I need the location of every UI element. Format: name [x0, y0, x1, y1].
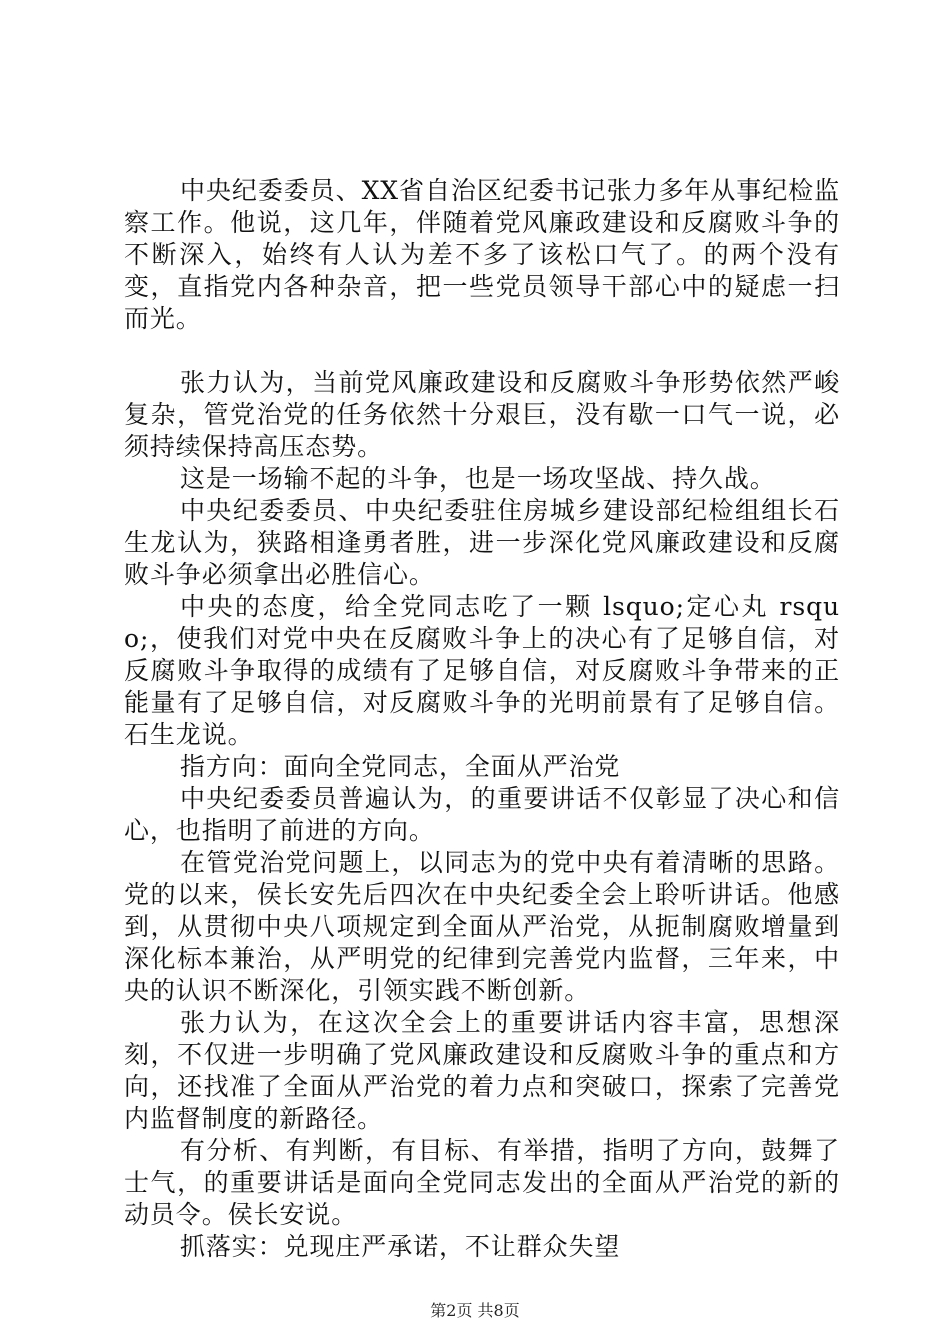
paragraph-6: 中央纪委委员普遍认为，的重要讲话不仅彰显了决心和信心，也指明了前进的方向。	[124, 784, 840, 845]
paragraph-4: 中央纪委委员、中央纪委驻住房城乡建设部纪检组组长石生龙认为，狭路相逢勇者胜，进一步深化党风廉政建设和反腐败斗争必须拿出必胜信心。	[124, 496, 840, 589]
section-heading-direction: 指方向：面向全党同志，全面从严治党	[180, 752, 621, 781]
document-body	[124, 175, 840, 1263]
paragraph-9: 有分析、有判断，有目标、有举措，指明了方向，鼓舞了士气，的重要讲话是面向全党同志发出的全面从严治党的新的动员令。侯长安说。	[124, 1136, 840, 1229]
paragraph-8: 张力认为，在这次全会上的重要讲话内容丰富，思想深刻，不仅进一步明确了党风廉政建设和反腐败斗争的重点和方向，还找准了全面从严治党的着力点和突破口，探索了完善党内监督制度的新路径。	[124, 1008, 840, 1133]
paragraph-7: 在管党治党问题上，以同志为的党中央有着清晰的思路。党的以来，侯长安先后四次在中央纪委全会上聆听讲话。他感到，从贯彻中央八项规定到全面从严治党，从扼制腐败增量到深化标本兼治，从严明党的纪律到完善党内监督，三年来，中央的认识不断深化，引领实践不断创新。	[124, 848, 840, 1005]
section-heading-implementation: 抓落实：兑现庄严承诺，不让群众失望	[180, 1232, 621, 1261]
paragraph-5: 中央的态度，给全党同志吃了一颗 lsquo;定心丸 rsquo;，使我们对党中央在反腐败斗争上的决心有了足够自信，对反腐败斗争取得的成绩有了足够自信，对反腐败斗争带来的正能量有了足够自信，对反腐败斗争的光明前景有了足够自信。石生龙说。	[124, 592, 840, 749]
paragraph-3: 这是一场输不起的斗争，也是一场攻坚战、持久战。	[180, 464, 776, 493]
paragraph-1: 中央纪委委员、XX省自治区纪委书记张力多年从事纪检监察工作。他说，这几年，伴随着党风廉政建设和反腐败斗争的不断深入，始终有人认为差不多了该松口气了。的两个没有变，直指党内各种杂音，把一些党员领导干部心中的疑虑一扫而光。	[124, 176, 840, 333]
paragraph-2: 张力认为，当前党风廉政建设和反腐败斗争形势依然严峻复杂，管党治党的任务依然十分艰巨，没有歇一口气一说，必须持续保持高压态势。	[124, 368, 840, 461]
page-number-footer: 第2页 共8页	[430, 1301, 520, 1320]
